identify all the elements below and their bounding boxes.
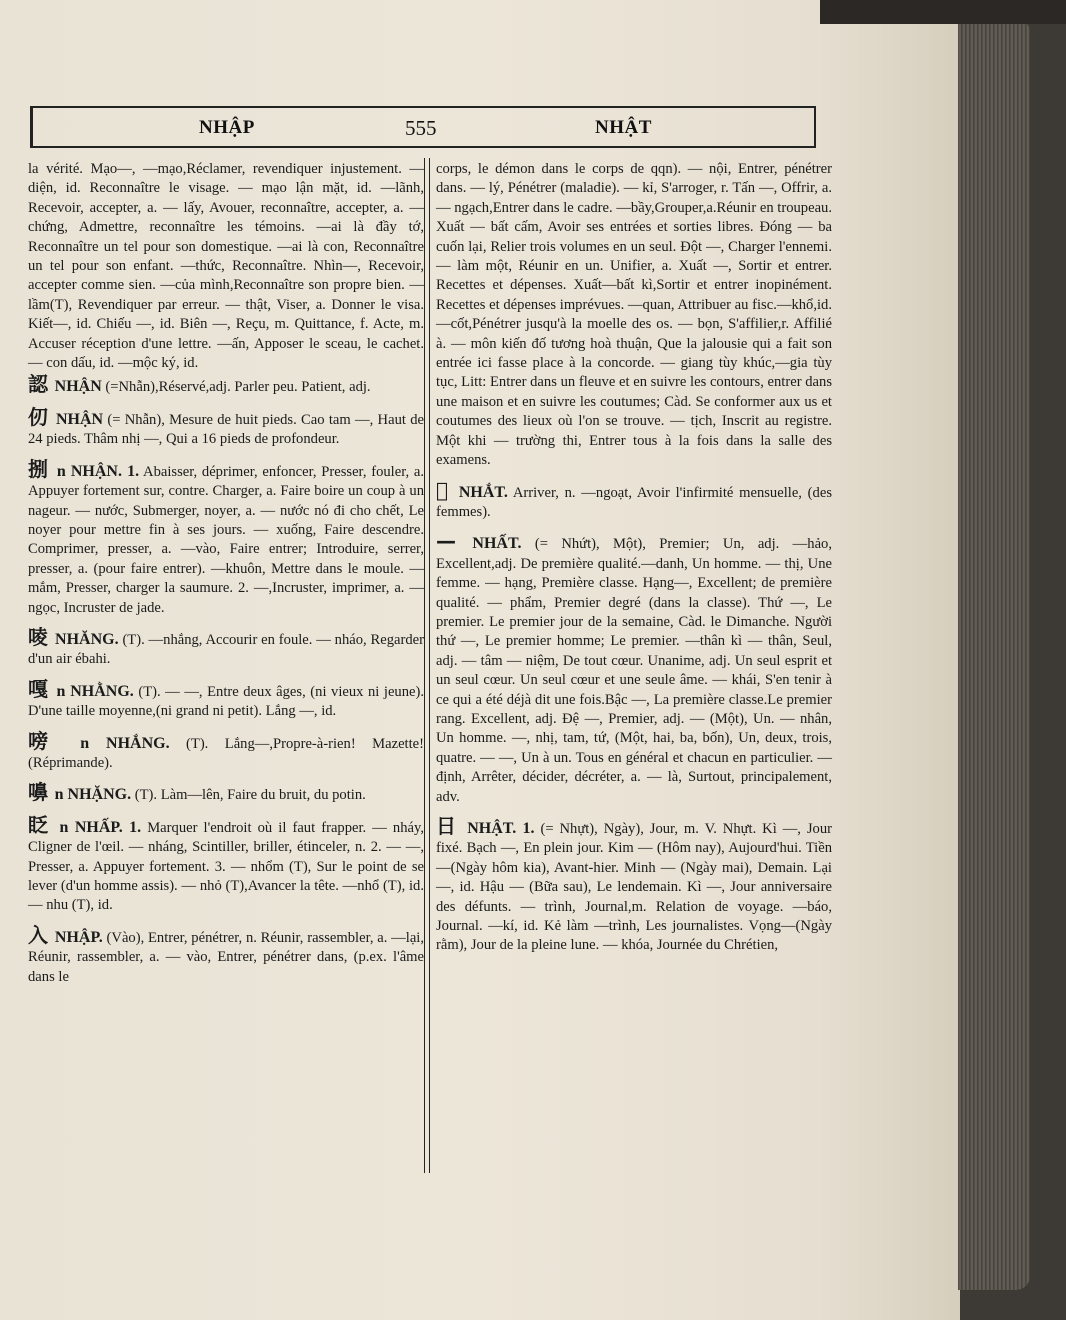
entry-headword: n NHẶNG. [54,786,132,804]
entry-text: (= Nhứt), Một), Premier; Un, adj. —hảo, Excellent,adj. De première qualité.—danh, Un homme. — thị, Une femme. — hạng, Première classe. Hạng—, Excellent; de première qualité. — phẩm, Premier degré (dans la classe). Thứ —, Le premier. Le premier jour de la semaine, Càd. le Dimanche. Người thứ —, Le premier homme; Le premier. —thân kì — thân, Seul, adj. — tâm — niệm, De tout cœur. Unanime, adj. Un seul esprit et un seul cœur. Un seul cœur et une seule âme. — khái, S'en tenir à ce qui a été déjà dit une fois.Bậc —, La première classe.Le premier rang. Excellent, adj. Đệ —, Premier, adj. — (Một), Un. — nhân, Un homme. —, nhị, tam, tứ, (Một, hai, ba, bốn), Un, deux, trois, quatre. — —, Un à un. Tous en général et chacun en particulier. — định, Arrêter, décider, décréter, a. — là, Surtout, principalement, adv. [436,536,832,805]
entry-nhat-1 [436,477,832,523]
entry-headword: n NHẰNG. [56,682,134,700]
right-column [436,160,832,966]
entry-character: 嚊 [28,780,48,805]
entry-nhang-4 [28,780,424,805]
entry-character: 仞 [28,404,49,429]
entry-text: (T). Lắng—,Propre-à-rien! Mazette! (Réprimande). [28,735,424,771]
entry-text: (T). Làm—lên, Faire du bruit, du potin. [134,787,366,804]
page-number: 555 [405,116,437,140]
entry-text: Marquer l'endroit où il faut frapper. — nháy, Cligner de l'œil. — nháng, Scintiller, briller, étinceler, n. 2. — —, Presser, a. Appuyer fortement. 3. — nhổm (T), Sur le point de se lever (d'un homme assis). — nhỏ (T),Avancer la tête. —nhổ (T), id. — nhu (T), id. [28,819,424,914]
entry-headword: NHẬT. 1. [467,820,535,837]
entry-nhang-3 [28,728,424,774]
right-headword: NHẬT [595,117,652,138]
entry-nhap-1 [28,812,424,916]
entry-text: (= Nhẫn), Mesure de huit pieds. Cao tam —, Haut de 24 pieds. Thâm nhị —, Qui a 16 pieds de profondeur. [28,411,424,448]
entry-headword: NHẤT. [472,535,522,553]
entry-text: (=Nhẫn),Réservé,adj. Parler peu. Patient, adj. [105,379,371,396]
entry-nhan-1 [28,372,424,397]
entry-continuation [28,160,424,373]
entry-headword: NHĂNG. [55,630,119,648]
entry-nhang-1 [28,624,425,670]
entry-headword: n NHẬN. 1. [56,462,140,480]
entry-headword: NHẬP. [54,928,103,946]
background-shadow [820,0,1066,24]
entry-text: (T). —nhắng, Accourir en foule. — nháo, Regarder d'un air ébahi. [28,631,425,668]
left-headword: NHẬP [199,117,255,138]
entry-text: Arriver, n. —ngoạt, Avoir l'infirmité mensuelle, (des femmes). [436,484,832,520]
entry-text: la vérité. Mạo—, —mạo,Réclamer, revendiquer injustement. — diện, id. Reconnaître le visage. — mạo lận mặt, id. —lãnh, Recevoir, accepter, a. — lấy, Avouer, reconnaître, accepter, a. — chứng, Admettre, reconnaître les témoins. —ai là đầy tớ, Reconnaître un tel pour son domestique. —ai là con, Reconnaître un tel pour son enfant. —thức, Reconnaître. Nhìn—, Recevoir, accepter comme sien. —của mình,Reconnaître son propre bien. — lầm(T), Revendiquer par erreur. — thật, Viser, a. Donner le visa. Kiết—, id. Chiếu —, id. Biên —, Reçu, m. Quittance, f. Acte, m. Accuser réception d'une lettre. —ấn, Apposer le sceau, le cachet. — con dấu, id. —mộc ký, id. [28,161,424,372]
running-header [30,106,816,148]
entry-continuation [436,160,832,471]
entry-character: 眨 [28,812,51,837]
entry-text: (Vào), Entrer, pénétrer, n. Réunir, rassembler, a. —lại, Réunir, rassembler, a. — vào, Entrer, pénétrer dans, (p.ex. l'âme dans le [28,929,424,985]
entry-character: 入 [28,922,49,947]
column-divider [424,158,430,1173]
entry-character: 捌 [28,456,50,481]
entry-character: 認 [28,372,48,397]
entry-character: 嘎 [28,676,49,701]
entry-nhan-2 [28,404,424,450]
entry-character: 𤴬 [436,477,451,502]
entry-headword: n NHẤP. 1. [59,818,142,836]
entry-nhat-2 [436,529,832,807]
entry-nhan-3 [28,456,425,618]
book-page-edges [958,18,1030,1290]
entry-character: 㖫 [28,624,49,649]
entry-text: corps, le démon dans le corps de qqn). — nội, Entrer, pénétrer dans. — lý, Pénétrer (maladie). — kỉ, S'arroger, r. Tấn —, Offrir, a. — ngạch,Entrer dans le cadre. —bầy,Grouper,a.Réunir en troupeau. Xuất — bất cấm, Avoir ses entrées et sorties libres. Đóng — ba cuốn lại, Relier trois volumes en un seul. Đột —, Charger l'ennemi. — làm một, Réunir en un. Unifier, a. Xuất —, Sortir et entrer. Recettes et dépenses. Xuất—bất kì,Sortir et entrer inopinément. Recettes et dépenses imprévues. —quan, Attribuer au fisc.—khổ,id.—cốt,Pénétrer jusqu'à la moelle des os. — bọn, S'affilier,r. Affilié à. — môn kiến đố tương hoà thuận, Que la jalousie qui a fait son entrée ici fasse place à la concorde. — giang tùy khúc,—gia tùy tục, Litt: Entrer dans un fleuve et en suivre les contours, entrer dans une maison et en suivre les coutumes; Càd. Se conformer aux us et coutumes des lieux où l'on se trouve. — tịch, Inscrit au registre. Một khi — trường thi, Entrer tous à la fois dans la salle des examens. [436,161,832,469]
entry-text: (T). — —, Entre deux âges, (ni vieux ni jeune). D'une taille moyenne,(ni grand ni petit). Lắng —, id. [28,683,425,720]
entry-nhat-3 [436,814,833,956]
entry-text: Abaisser, déprimer, enfoncer, Presser, fouler, a. Appuyer fortement sur, contre. Charger, a. Faire boire un coup à un nageur. — nước, Submerger, noyer, a. — nước nó đi cho chết, Le noyer pour mettre fin à ses jours. — xuống, Faire descendre. Comprimer, presser, a. —vào, Faire entrer; Introduire, serrer, presser, a. (pour faire entrer). —khuôn, Mettre dans le moule. —mắm, Presser, charger la saumure. 2. —,Incruster, imprimer, a. —ngọc, Incruster de jade. [28,463,425,616]
entry-character: — [436,529,456,554]
entry-character: 嗙 [28,728,61,753]
entry-text: (= Nhựt), Ngày), Jour, m. V. Nhựt. Kì —, Jour fixé. Bạch —, En plein jour. Kim — (Hôm nay), Aujourd'hui. Tiền—(Ngày hôm kia), Avant-hier. Minh — (Ngày mai), Demain. Lại —, id. Hậu — (Bữa sau), Le lendemain. Kì —, Jour anniversaire des défunts. — trình, Journal,m. Relation de voyage. —báo, Journal. —kí, id. Kẻ làm —trình, Les journalistes. Vọng—(Ngày rằm), Jour de la pleine lune. — khóa, Journée du Chrétien, [436,821,833,954]
entry-headword: NHẬN [55,410,104,428]
entry-character: 日 [436,814,459,838]
entry-headword: NHẬN [54,378,102,396]
left-column [28,160,424,997]
entry-nhang-2 [28,676,425,722]
entry-headword: n NHẮNG. [80,734,170,752]
entry-headword: NHẮT. [458,483,508,501]
entry-nhap-2 [28,922,424,987]
